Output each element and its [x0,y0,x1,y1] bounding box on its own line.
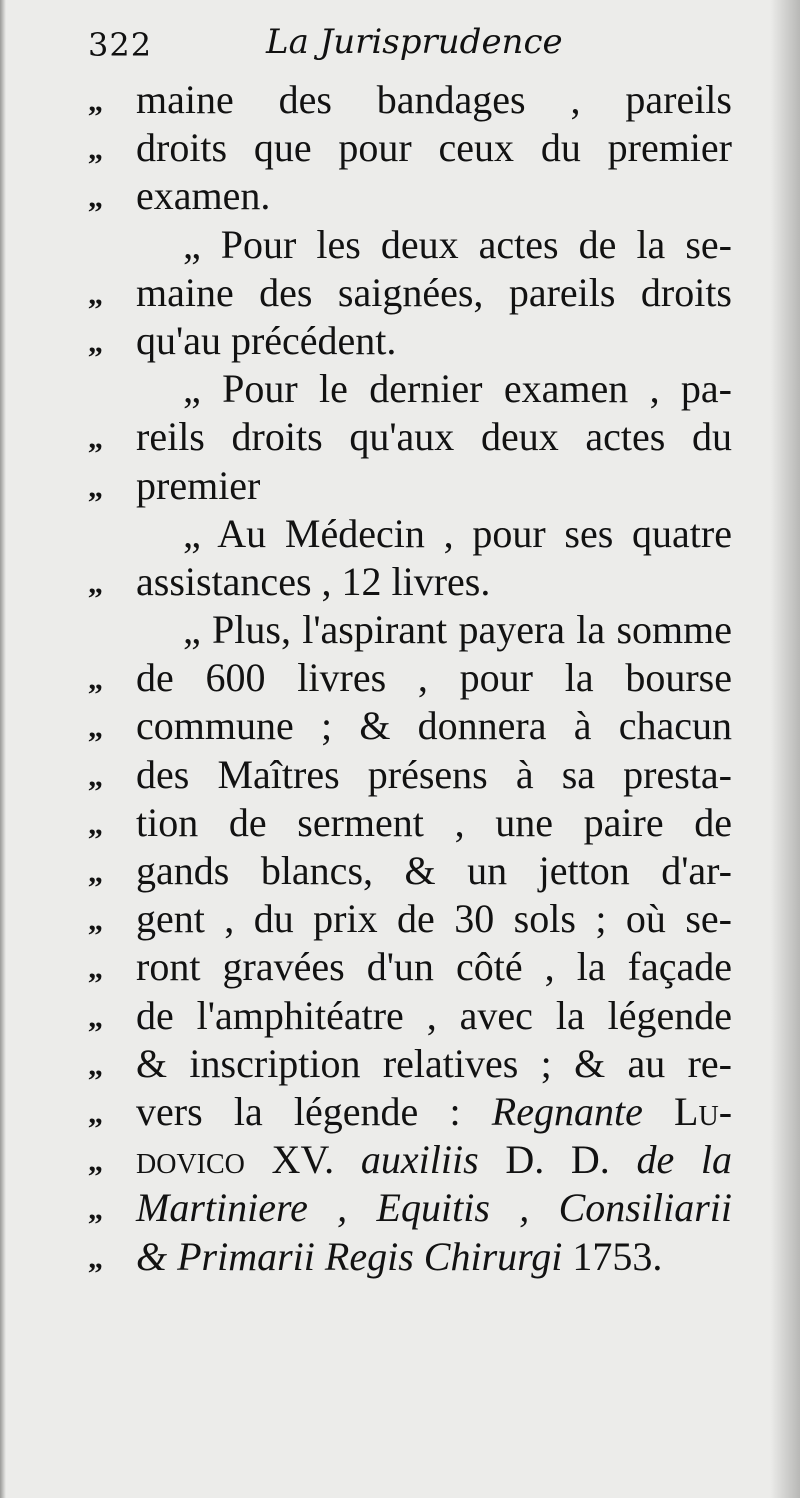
quote-mark: „ [88,1000,101,1034]
line-text: „ Pour les deux actes de la se- [183,221,732,267]
line-text: & inscription relatives ; & au re- [136,1040,732,1086]
line-text: „ Au Médecin , pour ses quatre [183,510,732,556]
line-text: des Maîtres présens à sa presta- [136,751,732,797]
text-line [0,415,800,463]
quote-mark: „ [88,422,101,456]
text-line [0,753,800,801]
quote-mark: „ [88,711,101,745]
line-text-roman: vers la légende : [136,1088,461,1134]
quote-mark: „ [88,277,101,311]
line-text: gent , du prix de 30 sols ; où se- [136,896,732,942]
text-line [0,512,800,560]
line-text: gands blancs, & un jetton d'ar- [136,848,732,893]
text-line [0,560,800,608]
text-line [0,656,800,704]
quote-mark: „ [88,1241,101,1275]
legend-italic: auxiliis [360,1137,479,1183]
quote-mark: „ [88,663,101,697]
body-text [0,78,800,1283]
legend-italic: & Primarii Regis Chirurgi [136,1233,563,1279]
quote-mark: „ [88,807,101,841]
text-line [0,319,800,367]
line-text: de 600 livres , pour la bourse [136,655,732,701]
line-text: maine des bandages , pareils [136,77,732,122]
text-line [0,174,800,222]
line-text [136,1138,732,1182]
line-text: ront gravées d'un côté , la façade [136,944,732,990]
line-text: commune ; & donnera à chacun [136,703,732,749]
legend-caps: Lu- [674,1088,733,1134]
text-line [0,1235,800,1283]
text-line [0,367,800,415]
text-line [0,271,800,319]
quote-mark: „ [88,85,101,118]
line-text: maine des saignées, pareils droits [136,269,732,315]
text-line [0,849,800,897]
quote-mark: „ [88,759,101,793]
quote-mark: „ [88,1048,101,1082]
legend-roman: D. D. [505,1137,610,1183]
quote-mark: „ [88,904,101,938]
line-text: qu'au précédent. [136,317,397,363]
text-line [0,223,800,271]
quote-mark: „ [88,1096,101,1130]
legend-italic: Martiniere , Equitis , Consiliarii [136,1185,732,1231]
text-line [0,897,800,945]
quote-mark: „ [88,181,101,215]
line-text: tion de serment , une paire de [136,799,732,845]
line-text: „ Pour le dernier examen , pa- [183,366,732,412]
quote-mark: „ [88,470,101,504]
text-line [0,1042,800,1090]
line-text: de l'amphitéatre , avec la légende [136,992,732,1038]
quote-mark: „ [88,952,101,986]
text-line [0,1186,800,1234]
text-line [0,1090,800,1138]
quote-mark: „ [88,325,101,359]
quote-mark: „ [88,856,101,889]
quote-mark: „ [88,1193,101,1227]
line-text: examen. [136,173,271,219]
line-text: assistances , 12 livres. [136,558,491,604]
line-text: droits que pour ceux du premier [136,125,732,171]
text-line [0,994,800,1042]
running-title: La Jurisprudence [266,22,563,62]
text-line [0,78,800,126]
line-text: premier [136,462,261,508]
text-line [0,608,800,656]
line-text [136,1090,732,1134]
text-line [0,126,800,174]
line-text [136,1235,662,1279]
legend-caps: dovico XV. [136,1137,335,1183]
legend-year: 1753. [572,1233,663,1279]
line-text: reils droits qu'aux deux actes du [136,414,732,460]
text-line [0,801,800,849]
text-line [0,945,800,993]
quote-mark: „ [88,566,101,600]
quote-mark: „ [88,1145,101,1179]
text-line [0,704,800,752]
text-line [0,464,800,512]
text-line [0,1138,800,1186]
legend-italic: Regnante [491,1088,643,1134]
line-text: „ Plus, l'aspirant payera la somme [183,607,732,653]
legend-italic: de la [636,1137,733,1183]
quote-mark: „ [88,133,101,167]
page-number: 322 [88,26,153,64]
page-header [88,18,568,68]
